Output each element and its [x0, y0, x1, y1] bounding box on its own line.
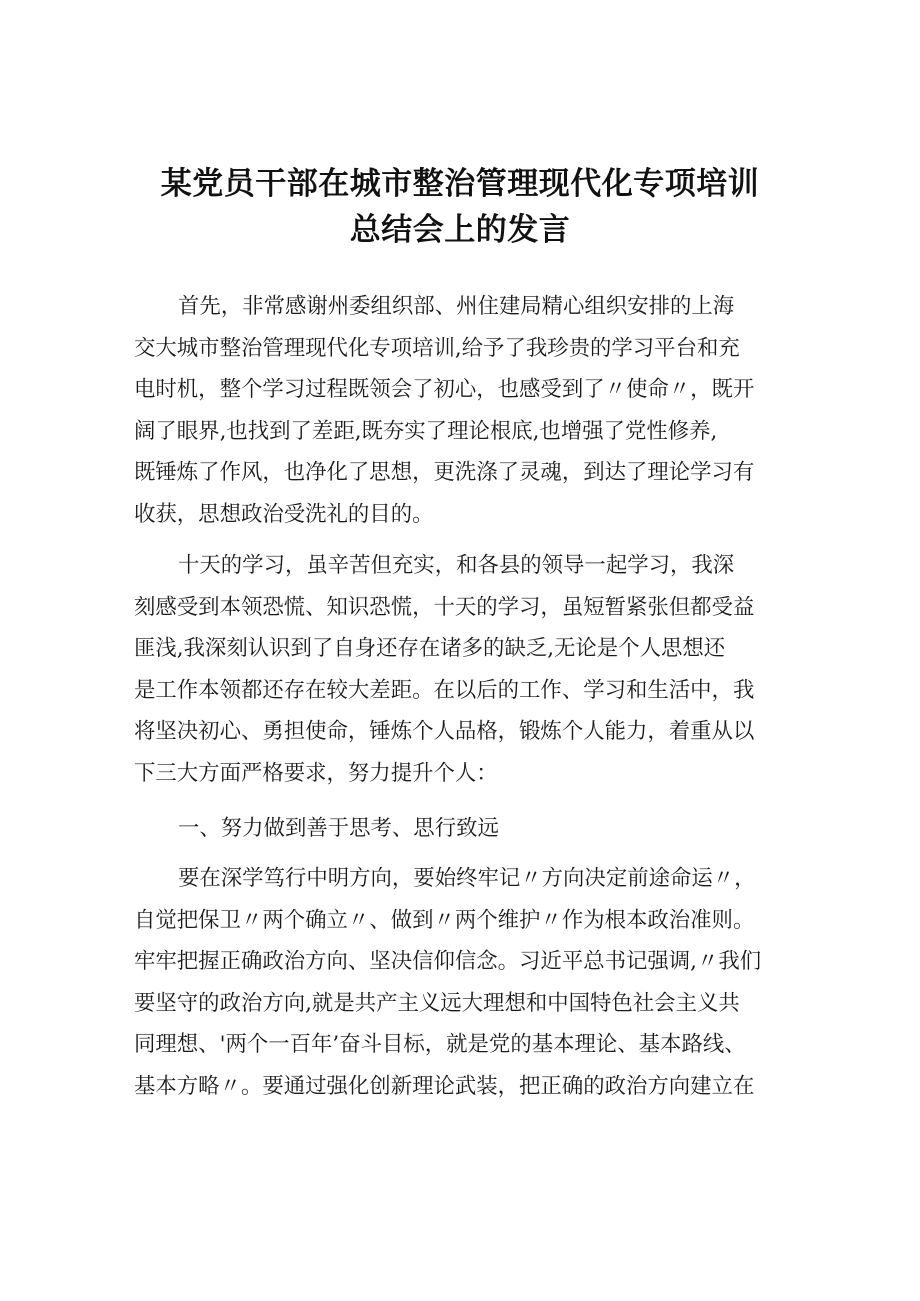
paragraph-line: 刻感受到本领恐慌、知识恐慌，十天的学习，虽短暂紧张但都受益: [134, 594, 755, 620]
paragraph-line: 既锤炼了作风，也净化了思想，更洗涤了灵魂，到达了理论学习有: [134, 460, 755, 485]
section-heading-1: [134, 808, 794, 850]
paragraph-line: 是工作本领都还存在较大差距。在以后的工作、学习和生活中，我: [134, 677, 755, 703]
paragraph-line: 同理想、'两个一百年’奋斗目标，就是党的基本理论、基本路线、: [134, 1032, 746, 1057]
section-heading-text: 一、努力做到善于思考、思行致远: [178, 816, 499, 841]
paragraph-line: 阔了眼界,也找到了差距,既夯实了理论根底,也增强了党性修养,: [134, 418, 718, 444]
paragraph-line: 牢牢把握正确政治方向、坚决信仰信念。习近平总书记强调,〃我们: [134, 949, 762, 974]
paragraph-3: [134, 858, 794, 1107]
paragraph-line: 自觉把保卫〃两个确立〃、做到〃两个维护〃作为根本政治准则。: [134, 907, 755, 933]
paragraph-line: 要坚守的政治方向,就是共产主义远大理想和中国特色社会主义共: [134, 990, 740, 1016]
paragraph-line: 电时机，整个学习过程既领会了初心，也感受到了〃使命〃，既开: [134, 377, 755, 402]
paragraph-line: 基本方略〃。要通过强化创新理论武装，把正确的政治方向建立在: [134, 1073, 755, 1099]
paragraph-line: 十天的学习，虽辛苦但充实，和各县的领导一起学习，我深: [178, 553, 735, 578]
paragraph-2: [134, 545, 794, 794]
document-title-line-1: 某党员干部在城市整治管理现代化专项培训: [160, 166, 760, 202]
paragraph-line: 收获，思想政治受洗礼的目的。: [134, 501, 434, 527]
paragraph-line: 首先，非常感谢州委组织部、州住建局精心组织安排的上海: [178, 294, 735, 319]
document-title-line-2: 总结会上的发言: [349, 212, 571, 248]
paragraph-1: [134, 286, 794, 535]
paragraph-line: 匪浅,我深刻认识到了自身还存在诸多的缺乏,无论是个人思想还: [134, 636, 726, 661]
paragraph-line: 将坚决初心、勇担使命，锤炼个人品格，锻炼个人能力，着重从以: [134, 719, 755, 744]
paragraph-line: 下三大方面严格要求，努力提升个人：: [134, 760, 498, 786]
paragraph-line: 要在深学笃行中明方向，要始终牢记〃方向决定前途命运〃，: [178, 866, 756, 891]
paragraph-line: 交大城市整治管理现代化专项培训,给予了我珍贵的学习平台和充: [134, 335, 740, 361]
